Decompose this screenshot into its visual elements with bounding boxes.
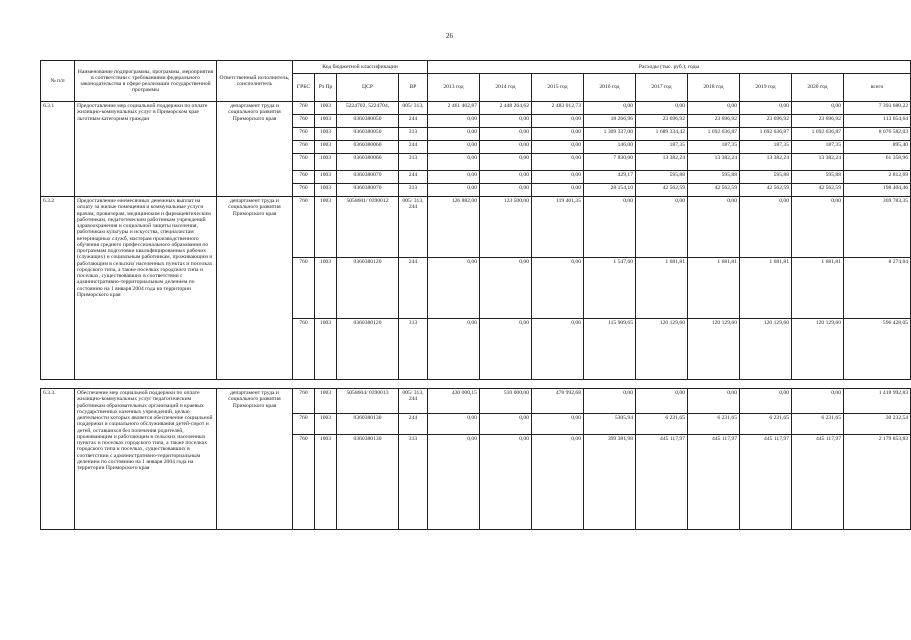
cell-grbs: 760 (293, 102, 315, 115)
cell-value: 0,00 (532, 319, 584, 380)
cell-total: 113 054,64 (844, 115, 911, 128)
cell-value: 0,00 (740, 102, 792, 115)
cell-value: 187,35 (636, 141, 688, 154)
cell-value: 0,00 (532, 414, 584, 435)
cell-value: 0,00 (532, 128, 584, 141)
cell-csr: 0360380070 (337, 184, 399, 197)
cell-rzpr: 1003 (315, 171, 337, 184)
cell-value: 42 562,59 (740, 184, 792, 197)
table-row (41, 102, 911, 115)
cell-value: 23 696,92 (792, 115, 844, 128)
cell-value: 0,00 (480, 115, 532, 128)
cell-value: 5305,94 (584, 414, 636, 435)
header-year: 2020 год (792, 74, 844, 102)
cell-value: 0,00 (480, 319, 532, 380)
header-num: № п/п (41, 61, 75, 102)
cell-value: 595,88 (740, 171, 792, 184)
cell-value: 510 000,00 (480, 389, 532, 414)
header-expenses: Расходы (тыс. руб.), годы (428, 61, 911, 74)
cell-value: 13 382,24 (740, 154, 792, 171)
cell-grbs: 760 (293, 171, 315, 184)
cell-value: 0,00 (480, 141, 532, 154)
budget-table (40, 60, 911, 530)
cell-value: 1 692 636,87 (792, 128, 844, 141)
cell-value: 0,00 (688, 197, 740, 258)
cell-csr: 0360380130 (337, 414, 399, 435)
cell-vr: 313 (399, 319, 428, 380)
cell-rzpr: 1003 (315, 115, 337, 128)
cell-csr: 0360380130 (337, 435, 399, 530)
cell-value: 0,00 (792, 389, 844, 414)
cell-value: 2 448 264,62 (480, 102, 532, 115)
cell-value: 120 129,60 (740, 319, 792, 380)
cell-value: 430 000,15 (428, 389, 480, 414)
cell-value: 0,00 (428, 141, 480, 154)
cell-rzpr: 1003 (315, 184, 337, 197)
cell-value: 445 117,97 (740, 435, 792, 530)
cell-value: 0,00 (584, 102, 636, 115)
cell-csr: 5058604/ 0390013 (337, 389, 399, 414)
cell-total: 895,40 (844, 141, 911, 154)
cell-rzpr: 1003 (315, 435, 337, 530)
cell-value: 6 231,65 (792, 414, 844, 435)
row-responsible: департамент труда и социального развития Приморского края (217, 389, 293, 530)
cell-total: 1 418 992,83 (844, 389, 911, 414)
cell-value: 0,00 (584, 197, 636, 258)
cell-value: 187,35 (688, 141, 740, 154)
cell-value: 0,00 (480, 171, 532, 184)
cell-value: 0,00 (428, 414, 480, 435)
cell-csr: 0360380050 (337, 128, 399, 141)
cell-value: 13 382,24 (792, 154, 844, 171)
page-number: 26 (446, 32, 453, 40)
cell-value: 0,00 (428, 258, 480, 319)
cell-grbs: 760 (293, 414, 315, 435)
cell-value: 28 154,10 (584, 184, 636, 197)
cell-value: 0,00 (792, 197, 844, 258)
cell-value: 0,00 (636, 197, 688, 258)
cell-value: 42 562,59 (688, 184, 740, 197)
cell-value: 1 681,81 (792, 258, 844, 319)
cell-csr: 5224702, 5224704, (337, 102, 399, 115)
cell-value: 0,00 (480, 258, 532, 319)
header-year: 2013 год (428, 74, 480, 102)
cell-grbs: 760 (293, 319, 315, 380)
cell-total: 30 232,54 (844, 414, 911, 435)
cell-vr: 313 (399, 154, 428, 171)
cell-rzpr: 1003 (315, 154, 337, 171)
cell-value: 0,00 (688, 389, 740, 414)
cell-total: 596 428,05 (844, 319, 911, 380)
cell-value: 115 909,65 (584, 319, 636, 380)
cell-value: 1 681,81 (688, 258, 740, 319)
cell-value: 2 461 402,87 (428, 102, 480, 115)
cell-value: 0,00 (428, 154, 480, 171)
cell-total: 7 393 680,22 (844, 102, 911, 115)
cell-value: 1 689 334,42 (636, 128, 688, 141)
cell-value: 6 231,65 (688, 414, 740, 435)
cell-rzpr: 1003 (315, 102, 337, 115)
cell-value: 445 117,97 (792, 435, 844, 530)
header-year: 2017 год (636, 74, 688, 102)
cell-total: 8 274,84 (844, 258, 911, 319)
table-row (41, 389, 911, 414)
cell-grbs: 760 (293, 184, 315, 197)
cell-csr: 0360380120 (337, 258, 399, 319)
cell-value: 120 129,60 (792, 319, 844, 380)
cell-total: 61 358,96 (844, 154, 911, 171)
cell-value: 146,00 (584, 141, 636, 154)
cell-csr: 0360380050 (337, 115, 399, 128)
cell-value: 1 681,81 (740, 258, 792, 319)
cell-rzpr: 1003 (315, 141, 337, 154)
cell-value: 1 547,60 (584, 258, 636, 319)
cell-vr: 005/ 313, 244 (399, 389, 428, 414)
cell-grbs: 760 (293, 128, 315, 141)
cell-value: 0,00 (428, 319, 480, 380)
cell-total: 198 404,46 (844, 184, 911, 197)
cell-vr: 244 (399, 171, 428, 184)
cell-value: 1 692 636,87 (740, 128, 792, 141)
cell-vr: 313 (399, 128, 428, 141)
cell-value: 23 696,92 (740, 115, 792, 128)
cell-value: 478 992,68 (532, 389, 584, 414)
cell-value: 18 266,96 (584, 115, 636, 128)
cell-value: 119 401,35 (532, 197, 584, 258)
cell-value: 0,00 (428, 171, 480, 184)
cell-value: 1 692 636,87 (688, 128, 740, 141)
cell-value: 595,88 (688, 171, 740, 184)
cell-value: 6 231,65 (636, 414, 688, 435)
cell-value: 0,00 (792, 102, 844, 115)
cell-value: 0,00 (480, 184, 532, 197)
cell-value: 0,00 (480, 128, 532, 141)
cell-value: 120 129,60 (688, 319, 740, 380)
cell-value: 0,00 (532, 141, 584, 154)
row-num: 6.3.1 (41, 102, 75, 197)
cell-rzpr: 1003 (315, 197, 337, 258)
cell-grbs: 760 (293, 435, 315, 530)
cell-value: 187,35 (792, 141, 844, 154)
cell-value: 13 382,24 (688, 154, 740, 171)
cell-value: 23 696,92 (688, 115, 740, 128)
cell-csr: 0360380060 (337, 141, 399, 154)
cell-rzpr: 1003 (315, 128, 337, 141)
cell-grbs: 760 (293, 141, 315, 154)
cell-value: 187,35 (740, 141, 792, 154)
cell-grbs: 760 (293, 258, 315, 319)
cell-value: 595,88 (636, 171, 688, 184)
cell-rzpr: 1003 (315, 319, 337, 380)
cell-value: 6 231,65 (740, 414, 792, 435)
header-vr: ВР (399, 74, 428, 102)
cell-value: 0,00 (532, 115, 584, 128)
cell-csr: 5058601/ 0390012 (337, 197, 399, 258)
row-separator (41, 380, 911, 389)
separator-cell (41, 380, 911, 389)
cell-value: 123 500,00 (480, 197, 532, 258)
header-year: 2016 год (584, 74, 636, 102)
cell-value: 0,00 (688, 102, 740, 115)
header-year: 2014 год (480, 74, 532, 102)
cell-value: 0,00 (480, 435, 532, 530)
cell-value: 1 681,81 (636, 258, 688, 319)
row-responsible: департамент труда и социального развития Приморского края (217, 197, 293, 380)
cell-value: 0,00 (740, 389, 792, 414)
row-num: 6.3.2 (41, 197, 75, 380)
cell-value: 0,00 (428, 115, 480, 128)
cell-grbs: 760 (293, 154, 315, 171)
cell-value: 0,00 (480, 154, 532, 171)
cell-grbs: 760 (293, 115, 315, 128)
row-name: Обеспечение мер социальной поддержки по оплате жилищно-коммунальных услуг педагогическим работникам образовательных организаций и краевых государственных казенных учреждений, целью деятельности которых является обеспечение социальной поддержки и социального обслуживания детей-сирот и детей, оставшихся без попечения родителей, проживающим и работающим в сельских населенных пунктах и поселках городского типа, а также поселках городского типа и поселках, существовавших в соответствии с административно-территориальным делением по состоянию на 1 января 2004 года на территории Приморского края (75, 389, 217, 530)
cell-value: 0,00 (428, 435, 480, 530)
cell-value: 0,00 (480, 414, 532, 435)
cell-vr: 244 (399, 141, 428, 154)
cell-grbs: 760 (293, 389, 315, 414)
cell-value: 0,00 (428, 184, 480, 197)
cell-value: 0,00 (740, 197, 792, 258)
cell-value: 1 309 337,00 (584, 128, 636, 141)
cell-total: 2 179 853,83 (844, 435, 911, 530)
cell-value: 0,00 (636, 102, 688, 115)
cell-total: 369 783,35 (844, 197, 911, 258)
cell-vr: 244 (399, 115, 428, 128)
cell-value: 0,00 (532, 435, 584, 530)
cell-value: 42 562,59 (636, 184, 688, 197)
cell-value: 120 129,60 (636, 319, 688, 380)
header-budget-code: Код бюджетной классификации (293, 61, 428, 74)
cell-value: 13 382,24 (636, 154, 688, 171)
header-year: 2015 год (532, 74, 584, 102)
cell-rzpr: 1003 (315, 389, 337, 414)
cell-value: 2 483 012,73 (532, 102, 584, 115)
cell-value: 0,00 (532, 171, 584, 184)
cell-value: 399 381,98 (584, 435, 636, 530)
row-responsible: департамент труда и социального развития Приморского края (217, 102, 293, 197)
cell-value: 0,00 (532, 154, 584, 171)
header-total: всего (844, 74, 911, 102)
header-grbs: ГРБС (293, 74, 315, 102)
cell-value: 42 562,59 (792, 184, 844, 197)
header-year: 2018 год (688, 74, 740, 102)
cell-total: 2 812,69 (844, 171, 911, 184)
cell-rzpr: 1003 (315, 414, 337, 435)
cell-value: 429,17 (584, 171, 636, 184)
cell-value: 0,00 (636, 389, 688, 414)
cell-value: 445 117,97 (636, 435, 688, 530)
row-name: Предоставление ежемесячных денежных выплат на оплату за жилые помещения и коммунальные услуги врачам, провизорам, медицинским и фармацевтическим работникам, педагогическим работникам учреждений здравоохранения и социальной защиты населения, работникам культуры и искусства, специалистам ветеринарных служб, мастерам производственного обучения среднего профессионального образования по программам подготовки квалифицированных рабочих (служащих) и социальным работникам, проживающим и работающим в сельских населенных пунктах и поселках городского типа, а также поселках городского типа и поселках, существовавших в соответствии с административно-территориальным делением по состоянию на 1 января 2004 года на территории Приморского края (75, 197, 217, 380)
cell-rzpr: 1003 (315, 258, 337, 319)
cell-value: 23 696,92 (636, 115, 688, 128)
cell-vr: 244 (399, 414, 428, 435)
cell-value: 0,00 (532, 184, 584, 197)
cell-value: 0,00 (584, 389, 636, 414)
cell-total: 8 076 582,03 (844, 128, 911, 141)
cell-value: 445 117,97 (688, 435, 740, 530)
cell-csr: 0360380060 (337, 154, 399, 171)
header-rzpr: Рз Пр (315, 74, 337, 102)
cell-vr: 244 (399, 258, 428, 319)
cell-csr: 0360380070 (337, 171, 399, 184)
cell-grbs: 760 (293, 197, 315, 258)
row-num: 6.3.3. (41, 389, 75, 530)
cell-vr: 313 (399, 435, 428, 530)
header-year: 2019 год (740, 74, 792, 102)
header-name: Наименование подпрограммы, программы, мероприятия в соответствии с требованиями федерального законодательства в сфере реализации государственной программы (75, 61, 217, 102)
header-responsible: Ответственный исполнитель, соисполнитель (217, 61, 293, 102)
cell-value: 7 830,00 (584, 154, 636, 171)
table-row (41, 197, 911, 258)
row-name: Предоставление мер социальной поддержки по оплате жилищно-коммунальных услуг в Приморском крае льготным категориям граждан (75, 102, 217, 197)
cell-vr: 005/ 313, 244 (399, 197, 428, 258)
cell-value: 126 882,00 (428, 197, 480, 258)
cell-value: 595,88 (792, 171, 844, 184)
header-csr: ЦСР (337, 74, 399, 102)
cell-value: 0,00 (428, 128, 480, 141)
cell-value: 0,00 (532, 258, 584, 319)
cell-csr: 0360380120 (337, 319, 399, 380)
cell-vr: 313 (399, 184, 428, 197)
cell-vr: 005/ 313, (399, 102, 428, 115)
